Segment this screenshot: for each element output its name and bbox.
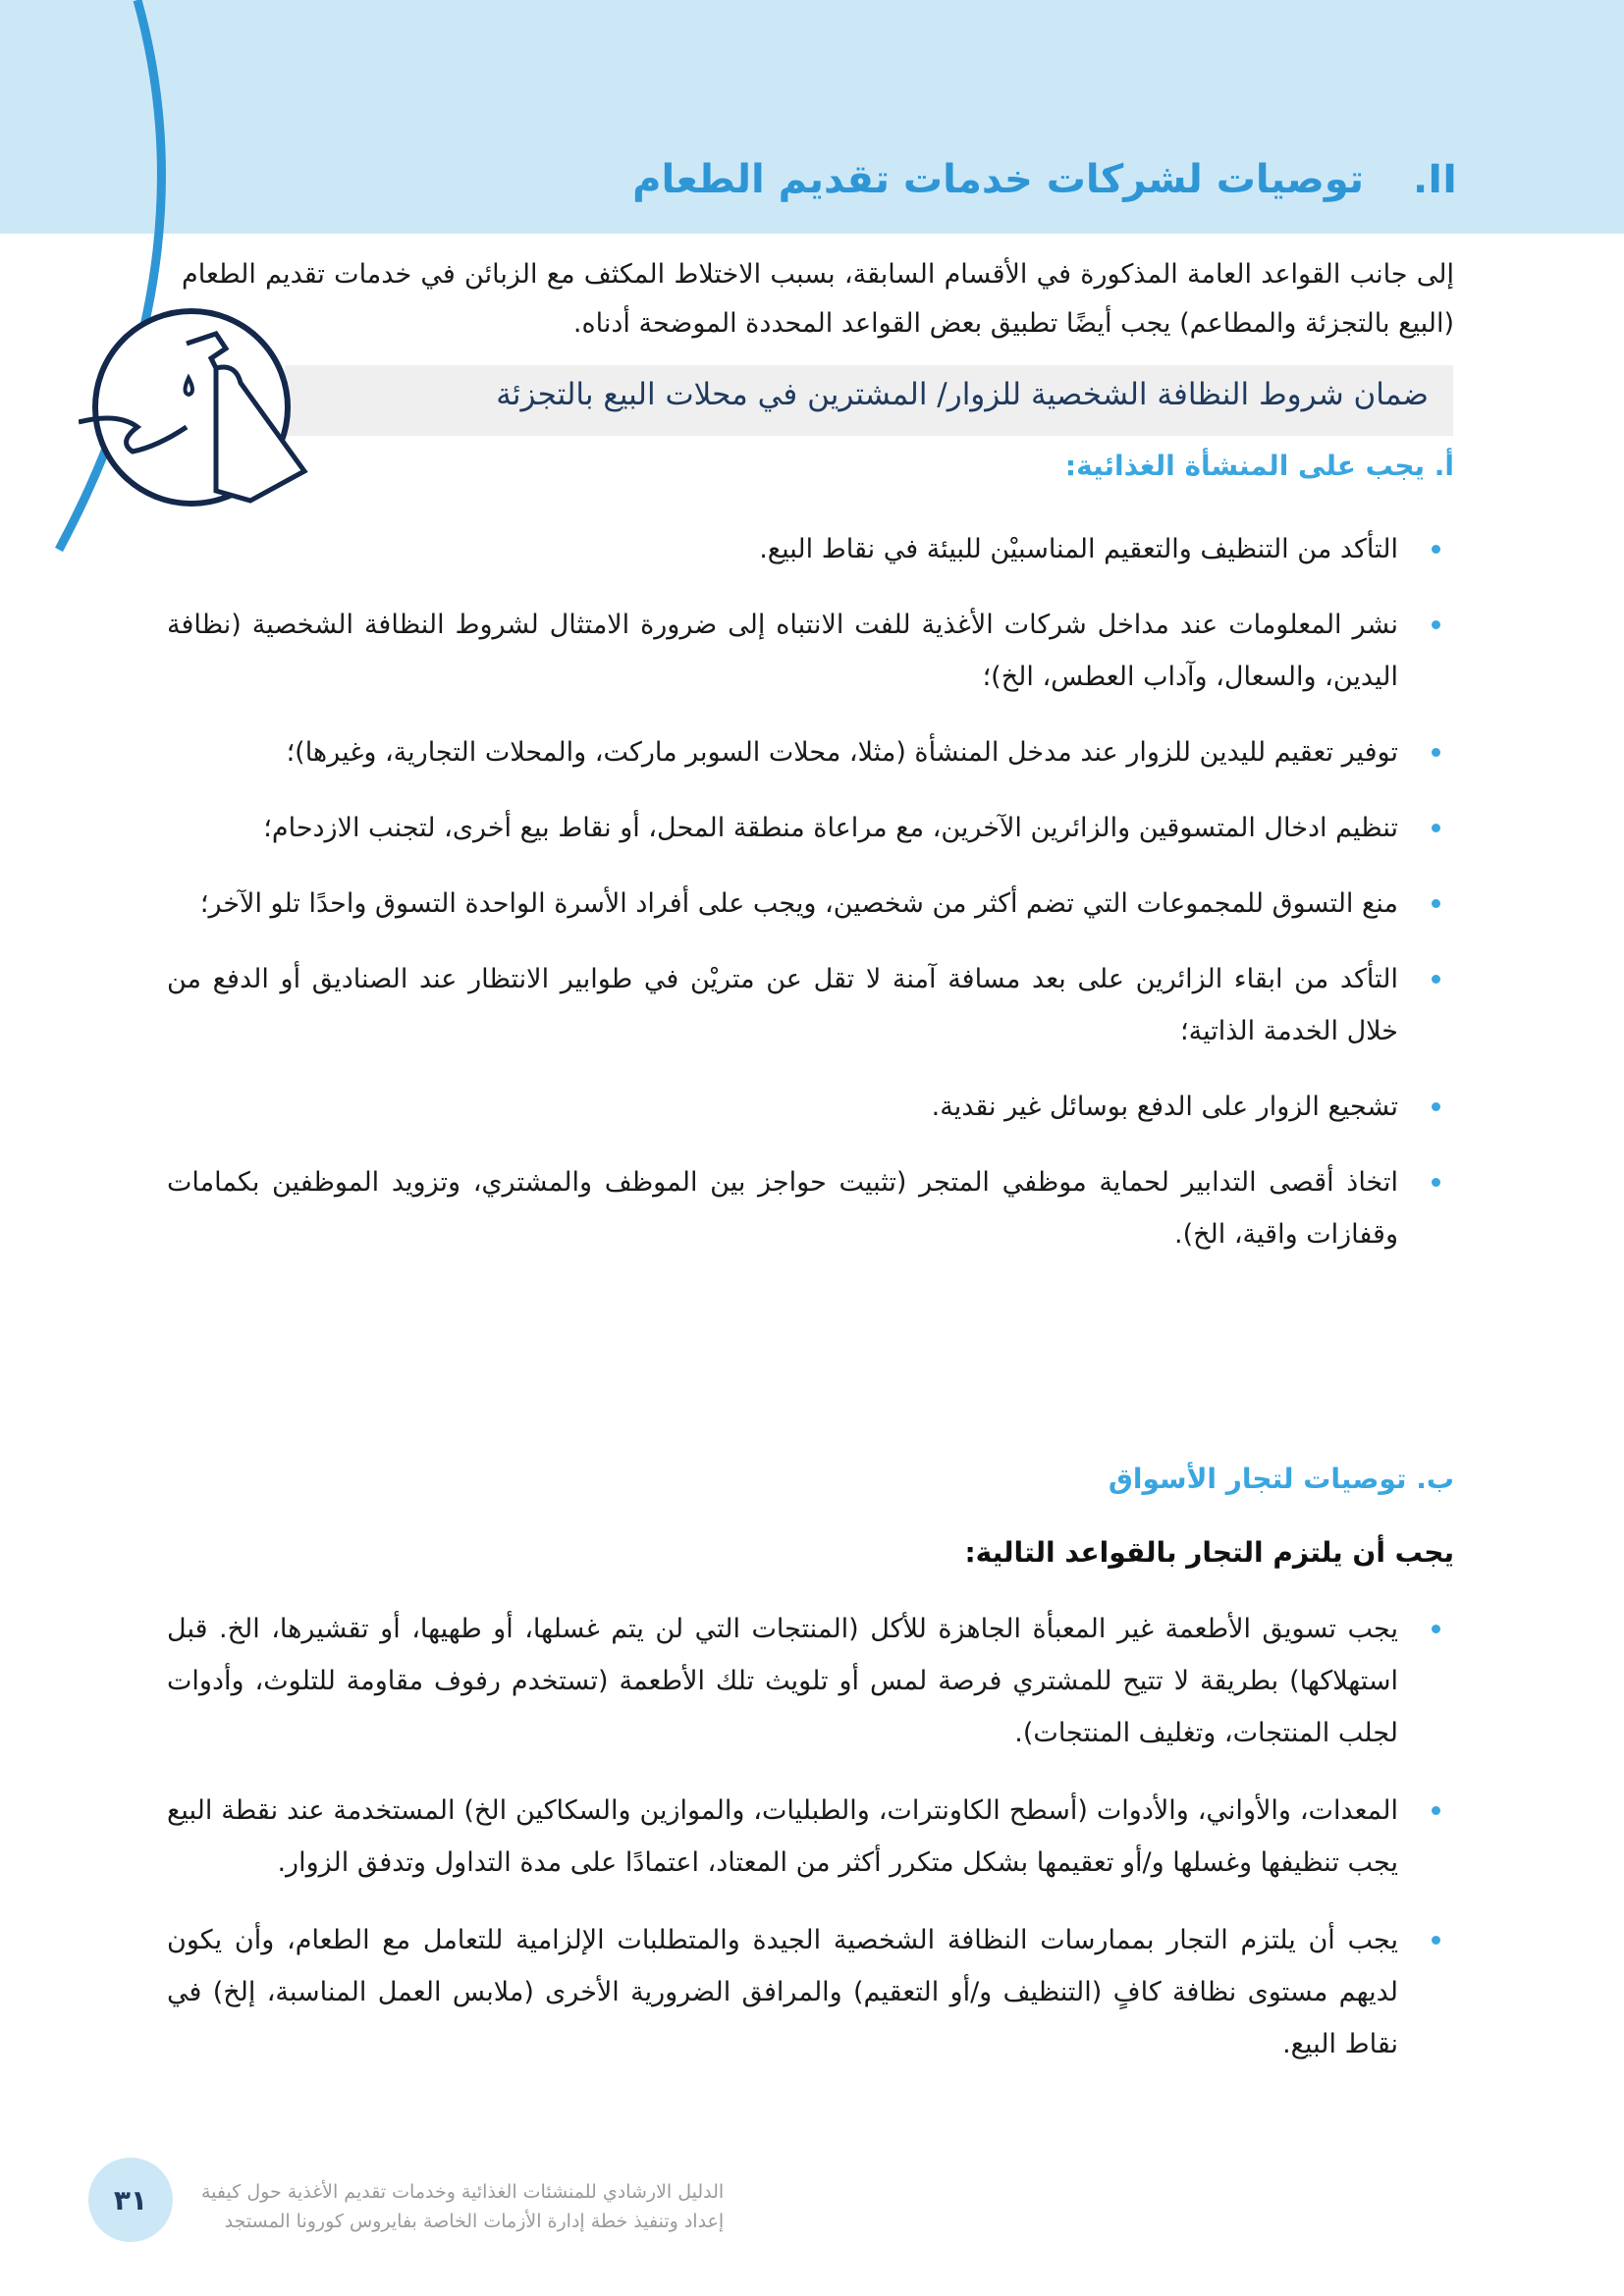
list-item: يجب تسويق الأطعمة غير المعبأة الجاهزة للأكل (المنتجات التي لن يتم غسلها، أو طهيها، أو تقشيرها، الخ. قبل استهلاكها) بطريقة لا تتيح للمشتري فرصة لمس أو تلويث تلك الأطعمة (تستخدم رفوف مقاومة للتلوث، وأدوات لجلب المنتجات، وتغليف المنتجات). — [167, 1603, 1454, 1759]
footer-text — [201, 2177, 724, 2236]
page-number: ٣١ — [88, 2158, 173, 2242]
section-b-subheading: يجب أن يلتزم التجار بالقواعد التالية: — [964, 1536, 1454, 1569]
section-b-list — [167, 1603, 1454, 2070]
list-item: توفير تعقيم لليدين للزوار عند مدخل المنشأة (مثلا، محلات السوبر ماركت، والمحلات التجارية، وغيرها)؛ — [167, 726, 1454, 778]
list-item: اتخاذ أقصى التدابير لحماية موظفي المتجر (تثبيت حواجز بين الموظف والمشتري، وتزويد الموظفين بكمامات وقفازات واقية، الخ). — [167, 1156, 1454, 1260]
list-item: يجب أن يلتزم التجار بممارسات النظافة الشخصية الجيدة والمتطلبات الإلزامية للتعامل مع الطعام، وأن يكون لديهم مستوى نظافة كافٍ (التنظيف و/أو التعقيم) والمرافق الضرورية الأخرى (ملابس العمل المناسبة، إلخ) في نقاط البيع. — [167, 1914, 1454, 2070]
footer-line-1: الدليل الارشادي للمنشئات الغذائية وخدمات تقديم الأغذية حول كيفية — [201, 2181, 725, 2203]
highlight-text: ضمان شروط النظافة الشخصية للزوار/ المشترين في محلات البيع بالتجزئة — [496, 377, 1429, 412]
section-a-list — [167, 523, 1454, 1260]
section-b-heading: ب. توصيات لتجار الأسواق — [1108, 1463, 1454, 1495]
list-item: نشر المعلومات عند مداخل شركات الأغذية للفت الانتباه إلى ضرورة الامتثال لشروط النظافة الشخصية (نظافة اليدين، والسعال، وآداب العطس، الخ)؛ — [167, 599, 1454, 703]
highlight-box — [285, 365, 1453, 436]
page-title — [632, 157, 1457, 202]
list-item: التأكد من التنظيف والتعقيم المناسبيْن للبيئة في نقاط البيع. — [167, 523, 1454, 575]
list-item: المعدات، والأواني، والأدوات (أسطح الكاونترات، والطبليات، والموازين والسكاكين الخ) المستخدمة عند نقطة البيع يجب تنظيفها وغسلها و/أو تعقيمها بشكل متكرر أكثر من المعتاد، اعتمادًا على مدة التداول وتدفق الزوار. — [167, 1785, 1454, 1889]
section-title: توصيات لشركات خدمات تقديم الطعام — [632, 157, 1365, 202]
list-item: تشجيع الزوار على الدفع بوسائل غير نقدية. — [167, 1081, 1454, 1133]
list-item: منع التسوق للمجموعات التي تضم أكثر من شخصين، ويجب على أفراد الأسرة الواحدة التسوق واحدًا تلو الآخر؛ — [167, 878, 1454, 930]
list-item: تنظيم ادخال المتسوقين والزائرين الآخرين، مع مراعاة منطقة المحل، أو نقاط بيع أخرى، لتجنب الازدحام؛ — [167, 802, 1454, 854]
section-a-heading: أ. يجب على المنشأة الغذائية: — [1064, 450, 1454, 482]
intro-paragraph: إلى جانب القواعد العامة المذكورة في الأقسام السابقة، بسبب الاختلاط المكثف مع الزبائن في خدمات تقديم الطعام (البيع بالتجزئة والمطاعم) يجب أيضًا تطبيق بعض القواعد المحددة الموضحة أدناه. — [182, 259, 1454, 339]
footer-line-2: إعداد وتنفيذ خطة إدارة الأزمات الخاصة بفايروس كورونا المستجد — [224, 2211, 725, 2232]
section-number: II. — [1413, 157, 1457, 202]
list-item: التأكد من ابقاء الزائرين على بعد مسافة آمنة لا تقل عن متريْن في طوابير الانتظار عند الصناديق أو الدفع من خلال الخدمة الذاتية؛ — [167, 953, 1454, 1057]
hand-sanitizer-icon — [79, 304, 314, 510]
